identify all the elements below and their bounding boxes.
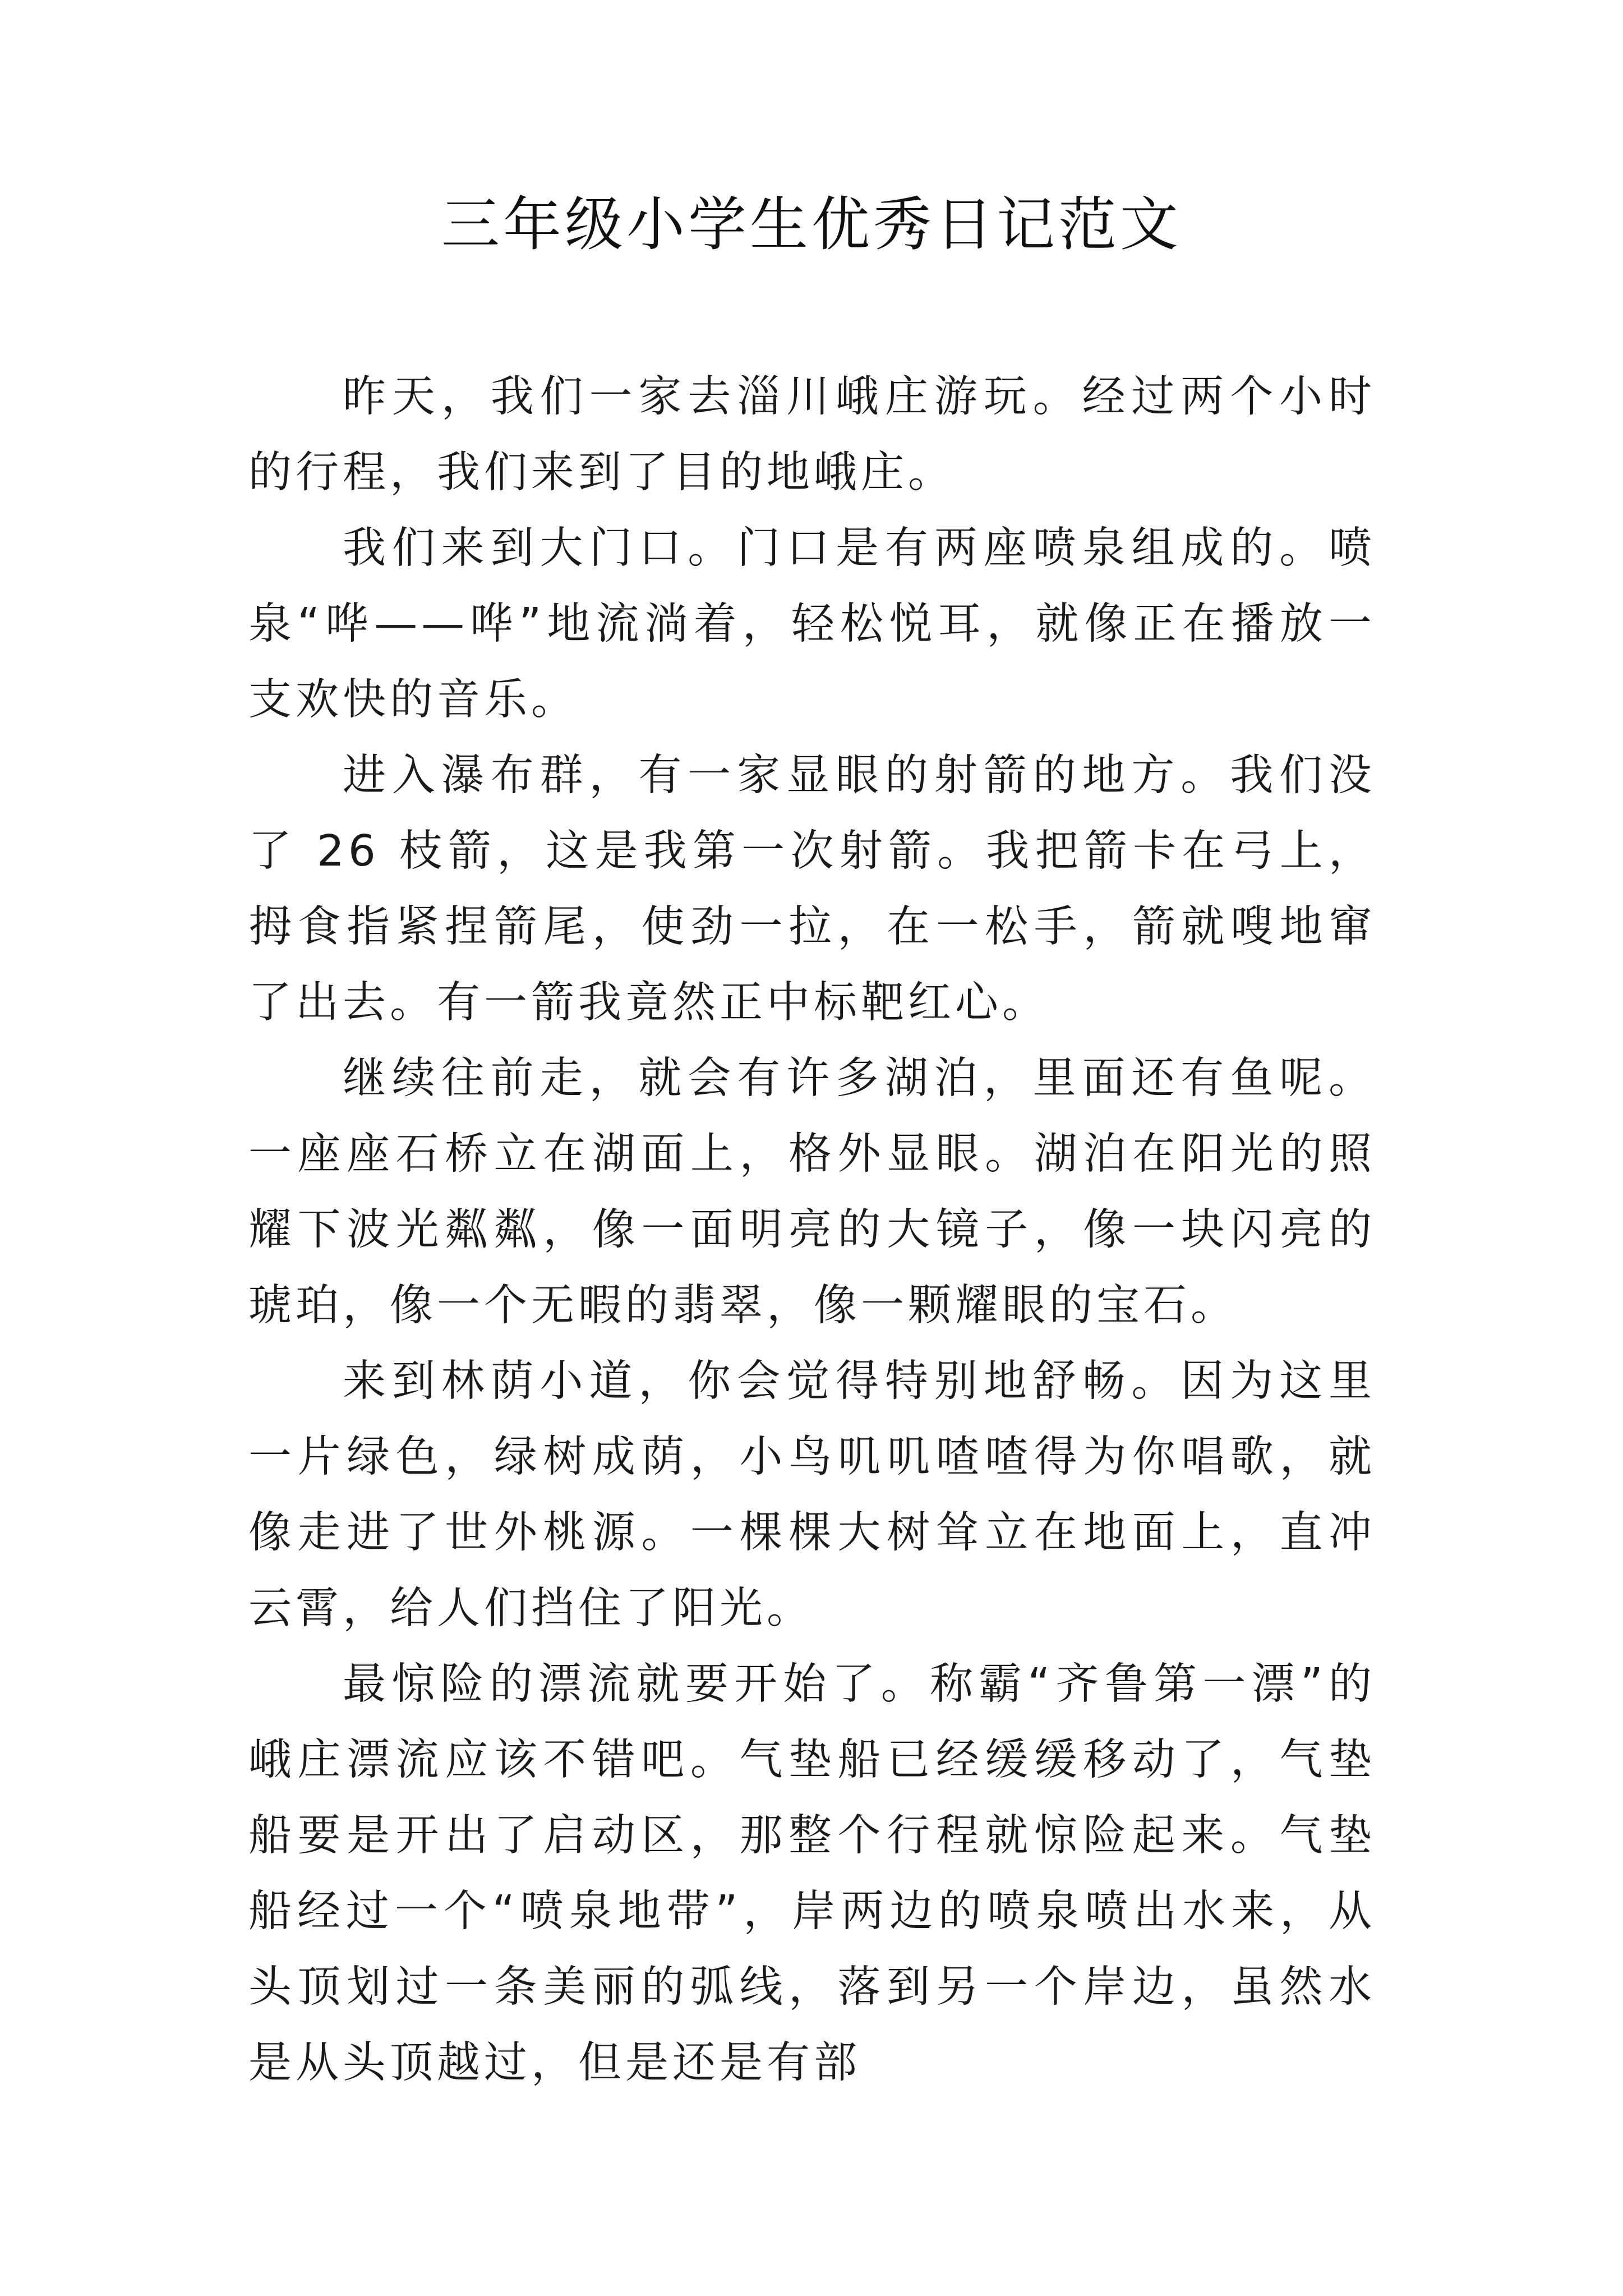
paragraph: 昨天，我们一家去淄川峨庄游玩。经过两个小时的行程，我们来到了目的地峨庄。 (248, 372, 1376, 498)
document-title: 三年级小学生优秀日记范文 (441, 190, 1182, 259)
paragraph: 我们来到大门口。门口是有两座喷泉组成的。喷泉“哗——哗”地流淌着，轻松悦耳，就像正在播放一支欢快的音乐。 (248, 523, 1376, 725)
paragraph: 最惊险的漂流就要开始了。称霸“齐鲁第一漂”的峨庄漂流应该不错吧。气垫船已经缓缓移动了，气垫船要是开出了启动区，那整个行程就惊险起来。气垫船经过一个“喷泉地带”，岸两边的喷泉喷出水来，从头顶划过一条美丽的弧线，落到另一个岸边，虽然水是从头顶越过，但是还是有部 (248, 1659, 1376, 2088)
paragraph: 来到林荫小道，你会觉得特别地舒畅。因为这里一片绿色，绿树成荫，小鸟叽叽喳喳得为你唱歌，就像走进了世外桃源。一棵棵大树耸立在地面上，直冲云霄，给人们挡住了阳光。 (248, 1356, 1376, 1634)
document-body (248, 359, 1376, 2101)
paragraph: 进入瀑布群，有一家显眼的射箭的地方。我们没了 26 枝箭，这是我第一次射箭。我把箭卡在弓上，拇食指紧捏箭尾，使劲一拉，在一松手，箭就嗖地窜了出去。有一箭我竟然正中标靶红心。 (248, 751, 1376, 1028)
paragraph: 继续往前走，就会有许多湖泊，里面还有鱼呢。一座座石桥立在湖面上，格外显眼。湖泊在阳光的照耀下波光粼粼，像一面明亮的大镜子，像一块闪亮的琥珀，像一个无暇的翡翠，像一颗耀眼的宝石。 (248, 1053, 1376, 1331)
